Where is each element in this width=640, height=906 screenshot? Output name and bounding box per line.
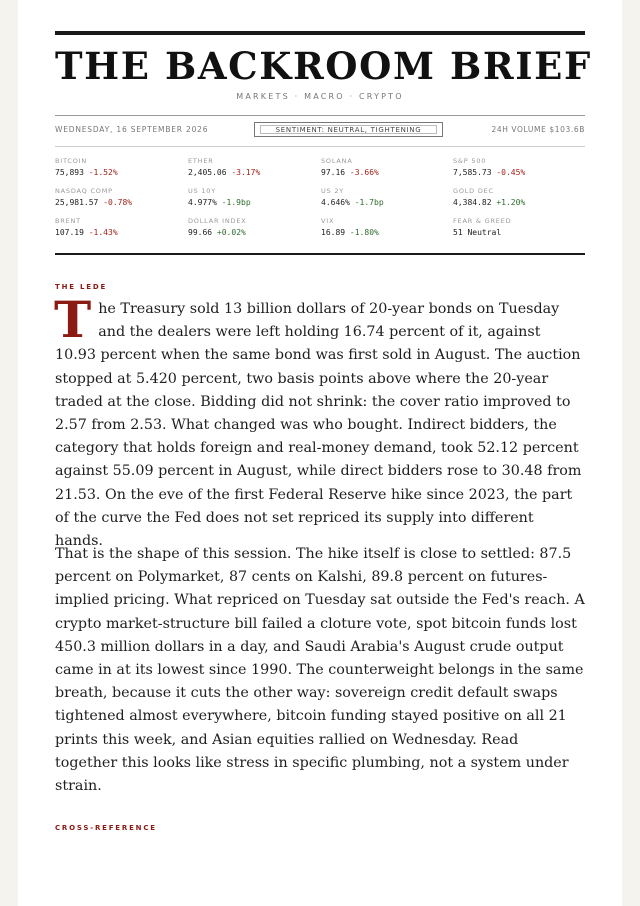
- ticker-label: S&P 500: [453, 157, 487, 165]
- ticker-value-line: [188, 226, 318, 240]
- ticker-change: -1.7bp: [354, 198, 384, 207]
- ticker-change: -0.45%: [496, 168, 526, 177]
- ticker-gold: [453, 187, 583, 210]
- ticker-sp500: [453, 157, 583, 180]
- ticker-brent: [55, 217, 185, 240]
- dateline: WEDNESDAY, 16 SEPTEMBER 2026: [55, 125, 209, 134]
- ticker-fear-greed: [453, 217, 583, 240]
- ticker-ether: [188, 157, 318, 180]
- ticker-value: 97.16: [321, 168, 346, 177]
- ticker-value: 4.646%: [321, 198, 350, 207]
- ticker-bitcoin: [55, 157, 185, 180]
- ticker-change: -1.43%: [88, 228, 118, 237]
- ticker-change: -3.17%: [231, 168, 261, 177]
- lede-paragraph-1-text: he Treasury sold 13 billion dollars of 20-year bonds on Tuesday and the dealers were left holding 16.74 percent of it, against 10.93 percent when the same bond was first sold in August. The auction stopped at 5.420 percent, two basis points above where the 20-year traded at the close. Bidding did not shrink: the cover ratio improved to 2.57 from 2.53. What changed was who bought. Indirect bidders, the category that holds foreign and real-money demand, took 52.12 percent against 55.09 percent in August, while direct bidders rose to 30.48 from 21.53. On the eve of the first Federal Reserve hike since 2023, the part of the curve the Fed does not set repriced its supply into different hands.: [55, 301, 582, 550]
- divider: [55, 146, 585, 147]
- ticker-label: DOLLAR INDEX: [188, 217, 247, 225]
- ticker-label: SOLANA: [321, 157, 353, 165]
- ticker-value-line: [453, 196, 583, 210]
- ticker-change: -3.66%: [349, 168, 379, 177]
- ticker-label: ETHER: [188, 157, 214, 165]
- ticker-value: 107.19: [55, 228, 84, 237]
- ticker-change: -0.78%: [103, 198, 133, 207]
- sentiment-badge: [254, 122, 443, 137]
- ticker-value-line: [453, 166, 583, 180]
- ticker-value-line: [321, 226, 451, 240]
- ticker-value-line: [55, 196, 185, 210]
- ticker-change: -1.52%: [88, 168, 118, 177]
- lede-paragraph-1: [54, 290, 585, 553]
- ticker-value-line: [55, 166, 185, 180]
- ticker-label: US 2Y: [321, 187, 345, 195]
- volume-readout: 24H VOLUME $103.6B: [491, 125, 585, 134]
- ticker-change: -1.9bp: [221, 198, 251, 207]
- ticker-value: 51 Neutral: [453, 228, 502, 237]
- ticker-solana: [321, 157, 451, 180]
- drop-cap: T: [54, 290, 92, 349]
- ticker-label: GOLD DEC: [453, 187, 494, 195]
- divider: [55, 115, 585, 116]
- ticker-value: 2,405.06: [188, 168, 227, 177]
- sentiment-label: SENTIMENT: NEUTRAL, TIGHTENING: [260, 125, 437, 134]
- ticker-value: 4.977%: [188, 198, 217, 207]
- ticker-value-line: [321, 166, 451, 180]
- ticker-value-line: [188, 196, 318, 210]
- ticker-value: 99.66: [188, 228, 213, 237]
- ticker-change: +0.02%: [216, 228, 246, 237]
- ticker-label: VIX: [321, 217, 335, 225]
- section-kicker-lede: THE LEDE: [55, 283, 108, 291]
- masthead-tagline: MARKETS · MACRO · CRYPTO: [236, 92, 404, 101]
- ticker-value: 4,384.82: [453, 198, 492, 207]
- page-sheet: [18, 0, 622, 906]
- lede-paragraph-2: That is the shape of this session. The hike itself is close to settled: 87.5 percent on Polymarket, 87 cents on Kalshi, 89.8 percent on futures-implied pricing. What repriced on Tuesday sat outside the Fed's reach. A crypto market-structure bill failed a cloture vote, spot bitcoin funds lost 450.3 million dollars in a day, and Saudi Arabia's August crude output came in at its lowest since 1990. The counterweight belongs in the same breath, because it cuts the other way: sovereign credit default swaps tightened almost everywhere, bitcoin funding stayed positive on all 21 prints this week, and Asian equities rallied on Wednesday. Read together this looks like stress in specific plumbing, not a system under strain.: [55, 546, 585, 795]
- ticker-value: 75,893: [55, 168, 84, 177]
- ticker-value-line: [321, 196, 451, 210]
- ticker-value: 25,981.57: [55, 198, 99, 207]
- masthead-title: THE BACKROOM BRIEF: [55, 44, 592, 88]
- ticker-dollar-index: [188, 217, 318, 240]
- ticker-value-line: [188, 166, 318, 180]
- ticker-us2y: [321, 187, 451, 210]
- ticker-change: +1.20%: [496, 198, 526, 207]
- ticker-value-line: [453, 226, 583, 240]
- ticker-us10y: [188, 187, 318, 210]
- ticker-label: US 10Y: [188, 187, 216, 195]
- ticker-label: FEAR & GREED: [453, 217, 512, 225]
- ticker-label: BITCOIN: [55, 157, 87, 165]
- ticker-value-line: [55, 226, 185, 240]
- ticker-vix: [321, 217, 451, 240]
- ticker-value: 7,585.73: [453, 168, 492, 177]
- masthead-top-rule: [55, 31, 585, 35]
- ticker-nasdaq: [55, 187, 185, 210]
- ticker-label: BRENT: [55, 217, 81, 225]
- ticker-label: NASDAQ COMP: [55, 187, 113, 195]
- masthead-bottom-rule: [55, 253, 585, 255]
- ticker-change: -1.80%: [349, 228, 379, 237]
- ticker-value: 16.89: [321, 228, 346, 237]
- section-kicker-cross-reference: CROSS-REFERENCE: [55, 824, 157, 832]
